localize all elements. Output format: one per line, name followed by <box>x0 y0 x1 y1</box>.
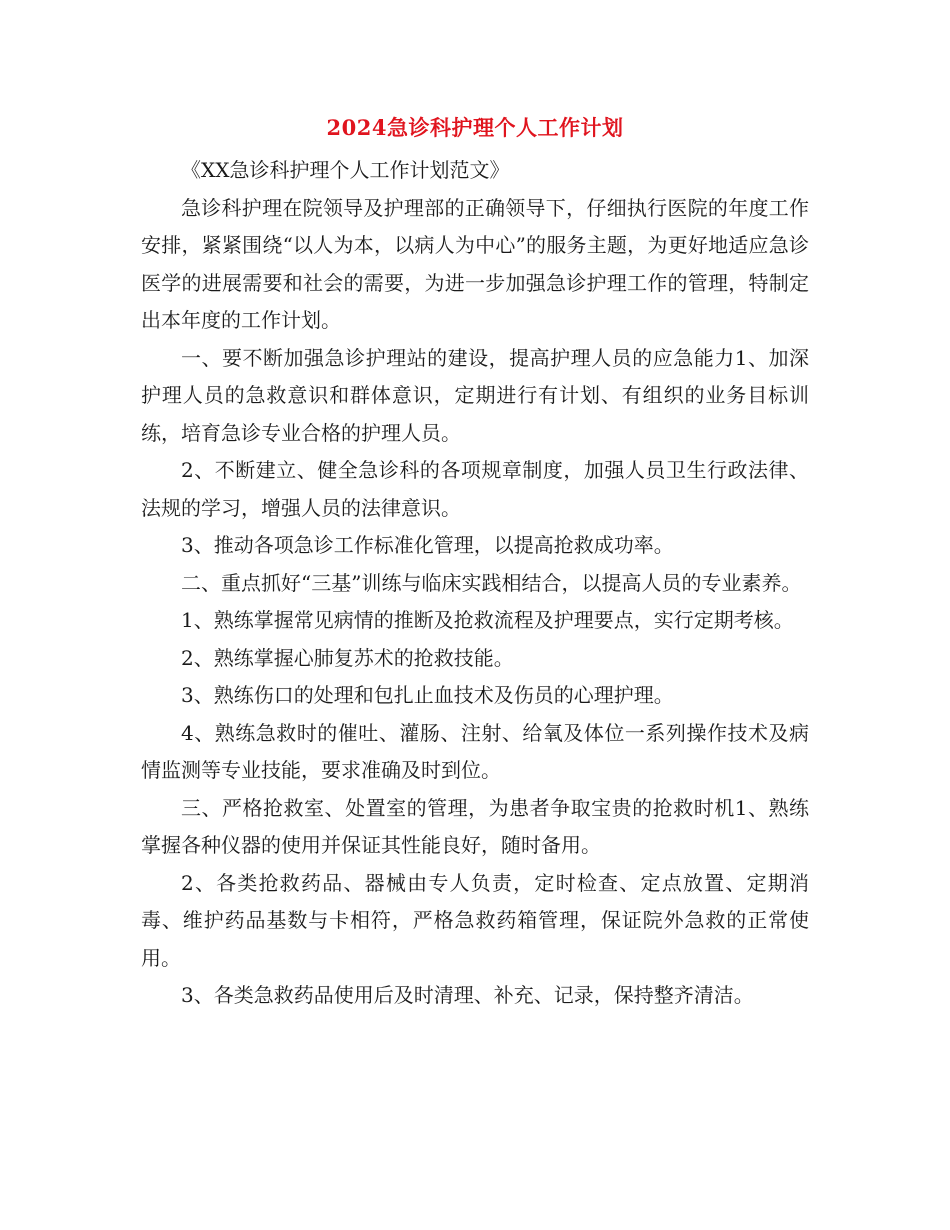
paragraph: 4、熟练急救时的催吐、灌肠、注射、给氧及体位一系列操作技术及病情监测等专业技能，要求准确及时到位。 <box>141 720 809 782</box>
paragraph: 3、熟练伤口的处理和包扎止血技术及伤员的心理护理。 <box>181 683 674 707</box>
paragraph: 3、各类急救药品使用后及时清理、补充、记录，保持整齐清洁。 <box>181 983 754 1007</box>
document-body <box>141 152 809 1015</box>
document-title: 2024急诊科护理个人工作计划 <box>326 115 624 140</box>
paragraph: 三、严格抢救室、处置室的管理，为患者争取宝贵的抢救时机1、熟练掌握各种仪器的使用并保证其性能良好，随时备用。 <box>141 795 809 857</box>
paragraph: 1、熟练掌握常见病情的推断及抢救流程及护理要点，实行定期考核。 <box>181 608 794 632</box>
paragraph: 3、推动各项急诊工作标准化管理，以提高抢救成功率。 <box>181 533 674 557</box>
paragraph: 急诊科护理在院领导及护理部的正确领导下，仔细执行医院的年度工作安排，紧紧围绕“以人为本，以病人为中心”的服务主题，为更好地适应急诊医学的进展需要和社会的需要，为进一步加强急诊护理工作的管理，特制定出本年度的工作计划。 <box>141 195 809 332</box>
paragraph: 一、要不断加强急诊护理站的建设，提高护理人员的应急能力1、加深护理人员的急救意识和群体意识，定期进行有计划、有组织的业务目标训练，培育急诊专业合格的护理人员。 <box>141 345 809 445</box>
paragraph: 2、各类抢救药品、器械由专人负责，定时检查、定点放置、定期消毒、维护药品基数与卡相符，严格急救药箱管理，保证院外急救的正常使用。 <box>141 870 809 970</box>
paragraph: 二、重点抓好“三基”训练与临床实践相结合，以提高人员的专业素养。 <box>181 570 802 595</box>
paragraph: 2、不断建立、健全急诊科的各项规章制度，加强人员卫生行政法律、法规的学习，增强人员的法律意识。 <box>141 458 809 520</box>
paragraph: 《XX急诊科护理个人工作计划范文》 <box>181 158 510 182</box>
paragraph: 2、熟练掌握心肺复苏术的抢救技能。 <box>181 645 514 670</box>
